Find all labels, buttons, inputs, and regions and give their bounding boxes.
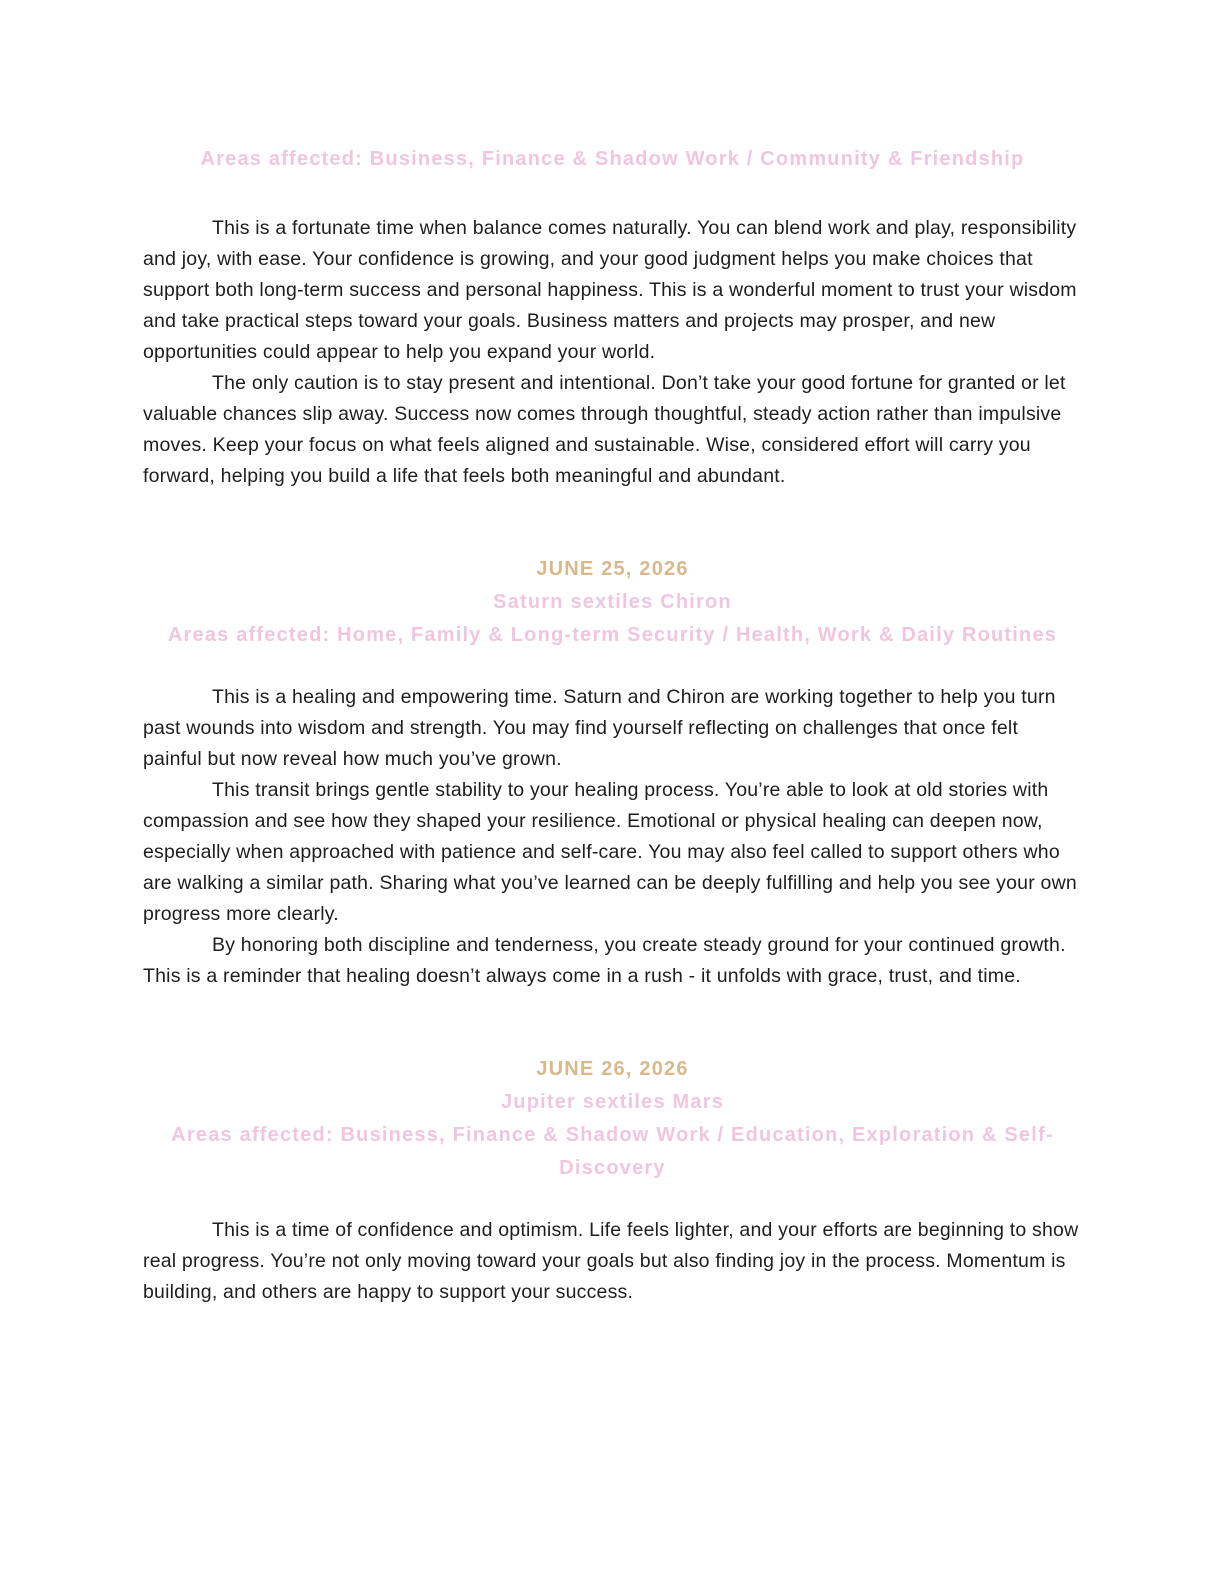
transit-heading: Jupiter sextiles Mars bbox=[500, 1091, 725, 1113]
date-heading: JUNE 25, 2026 bbox=[536, 558, 689, 580]
body-paragraph: The only caution is to stay present and intentional. Don’t take your good fortune for granted or let valuable chances slip away. Success now comes through thoughtful, steady action rather than impulsive moves. Keep your focus on what feels aligned and sustainable. Wise, considered effort will carry you forward, helping you build a life that feels both meaningful and abundant. bbox=[143, 372, 1066, 487]
section-body bbox=[143, 213, 1082, 492]
areas-affected-heading: Areas affected: Business, Finance & Shadow Work / Community & Friendship bbox=[200, 148, 1025, 170]
body-paragraph: This is a time of confidence and optimism. Life feels lighter, and your efforts are beginning to show real progress. You’re not only moving toward your goals but also finding joy in the process. Momentum is building, and others are happy to support your success. bbox=[143, 1219, 1079, 1303]
section-body bbox=[143, 1215, 1082, 1308]
section-heading-block bbox=[143, 553, 1082, 652]
transit-section bbox=[143, 553, 1082, 992]
body-paragraph: This is a fortunate time when balance comes naturally. You can blend work and play, responsibility and joy, with ease. Your confidence is growing, and your good judgment helps you make choices that support both long-term success and personal happiness. This is a wonderful moment to trust your wisdom and take practical steps toward your goals. Business matters and projects may prosper, and new opportunities could appear to help you expand your world. bbox=[143, 217, 1077, 363]
date-heading: JUNE 26, 2026 bbox=[536, 1058, 689, 1080]
transit-section bbox=[143, 1053, 1082, 1308]
transit-section bbox=[143, 143, 1082, 492]
areas-affected-heading: Areas affected: Business, Finance & Shadow Work / Education, Exploration & Self-Discovery bbox=[171, 1124, 1054, 1179]
section-heading-block bbox=[143, 1053, 1082, 1185]
section-heading-block bbox=[143, 143, 1082, 176]
body-paragraph: By honoring both discipline and tenderness, you create steady ground for your continued growth. This is a reminder that healing doesn’t always come in a rush - it unfolds with grace, trust, and time. bbox=[143, 934, 1066, 987]
transit-heading: Saturn sextiles Chiron bbox=[493, 591, 732, 613]
body-paragraph: This is a healing and empowering time. Saturn and Chiron are working together to help you turn past wounds into wisdom and strength. You may find yourself reflecting on challenges that once felt painful but now reveal how much you’ve grown. bbox=[143, 686, 1056, 770]
areas-affected-heading: Areas affected: Home, Family & Long-term Security / Health, Work & Daily Routines bbox=[167, 624, 1058, 646]
transit-sections bbox=[143, 143, 1082, 1308]
section-body bbox=[143, 682, 1082, 992]
body-paragraph: This transit brings gentle stability to your healing process. You’re able to look at old stories with compassion and see how they shaped your resilience. Emotional or physical healing can deepen now, especially when approached with patience and self-care. You may also feel called to support others who are walking a similar path. Sharing what you’ve learned can be deeply fulfilling and help you see your own progress more clearly. bbox=[143, 779, 1077, 925]
